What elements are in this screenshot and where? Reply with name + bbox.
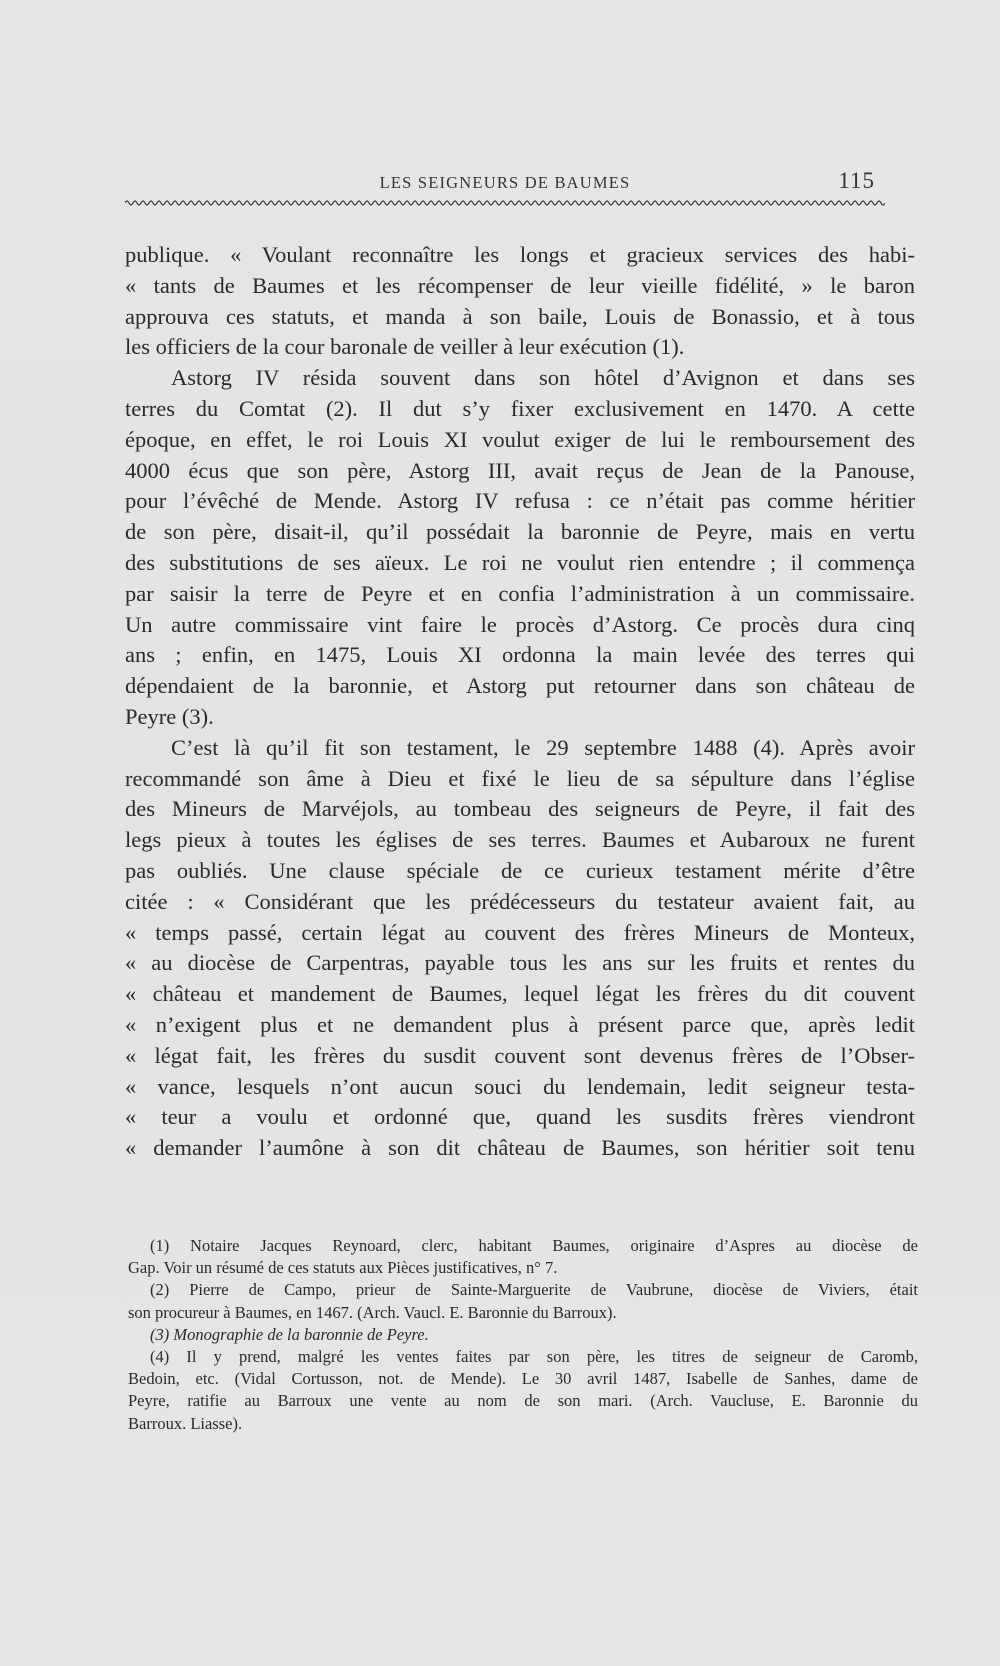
footnote-line: son procureur à Baumes, en 1467. (Arch. Vaucl. E. Baronnie du Barroux). [128, 1302, 617, 1322]
footnotes [128, 1235, 918, 1435]
body-line: ans ; enfin, en 1475, Louis XI ordonna la main levée des terres qui [125, 642, 915, 668]
body-line: « château et mandement de Baumes, lequel légat les frères du dit couvent [125, 981, 915, 1007]
body-line: pas oubliés. Une clause spéciale de ce curieux testament mérite d’être [125, 857, 915, 883]
footnote-line: Gap. Voir un résumé de ces statuts aux Pièces justificatives, n° 7. [128, 1258, 558, 1278]
body-line: « au diocèse de Carpentras, payable tous les ans sur les fruits et rentes du [125, 950, 915, 976]
body-line: Astorg IV résida souvent dans son hôtel d’Avignon et dans ses [171, 365, 915, 391]
body-line: publique. « Voulant reconnaître les longs et gracieux services des habi- [125, 242, 915, 267]
body-line: « demander l’aumône à son dit château de Baumes, son héritier soit tenu [125, 1135, 915, 1161]
footnote-line: Peyre, ratifie au Barroux une vente au nom de son mari. (Arch. Vaucluse, E. Baronnie du [128, 1391, 918, 1411]
body-line: « vance, lesquels n’ont aucun souci du lendemain, ledit seigneur testa- [125, 1073, 915, 1099]
body-line: C’est là qu’il fit son testament, le 29 septembre 1488 (4). Après avoir [171, 734, 915, 760]
footnote-line: (2) Pierre de Campo, prieur de Sainte-Marguerite de Vaubrune, diocèse de Viviers, était [150, 1280, 918, 1300]
body-line: époque, en effet, le roi Louis XI voulut exiger de lui le remboursement des [125, 426, 915, 452]
footnote-line: Bedoin, etc. (Vidal Cortusson, not. de Mende). Le 30 avril 1487, Isabelle de Sanhes, dame de [128, 1369, 918, 1389]
body-line: dépendaient de la baronnie, et Astorg put retourner dans son château de [125, 673, 915, 699]
running-title: LES SEIGNEURS DE BAUMES [379, 173, 631, 192]
running-head [125, 168, 885, 198]
body-line: recommandé son âme à Dieu et fixé le lieu de sa sépulture dans l’église [125, 765, 915, 791]
footnote-line: Barroux. Liasse). [128, 1413, 243, 1433]
body-line: citée : « Considérant que les prédécesseurs du testateur avaient fait, au [125, 888, 915, 914]
body-line: « temps passé, certain légat au couvent des frères Mineurs de Monteux, [125, 919, 915, 945]
body-line: des substitutions de ses aïeux. Le roi ne voulut rien entendre ; il commença [125, 549, 915, 575]
body-line: 4000 écus que son père, Astorg III, avait reçus de Jean de la Panouse, [125, 457, 915, 483]
body-line: « tants de Baumes et les récompenser de leur vieille fidélité, » le baron [125, 272, 915, 298]
body-line: approuva ces statuts, et manda à son baile, Louis de Bonassio, et à tous [125, 303, 915, 329]
body-text [125, 240, 915, 1164]
body-line: terres du Comtat (2). Il dut s’y fixer exclusivement en 1470. A cette [125, 395, 915, 421]
body-line: « n’exigent plus et ne demandent plus à présent parce que, après ledit [125, 1011, 915, 1037]
body-line: Un autre commissaire vint faire le procès d’Astorg. Ce procès dura cinq [125, 611, 915, 637]
footnote-line: (3) Monographie de la baronnie de Peyre. [150, 1324, 429, 1344]
footnote-line: (4) Il y prend, malgré les ventes faites par son père, les titres de seigneur de Caromb, [150, 1346, 918, 1366]
ornamental-wavy-rule [125, 198, 885, 208]
body-line: « teur a voulu et ordonné que, quand les susdits frères viendront [125, 1104, 915, 1130]
body-line: les officiers de la cour baronale de veiller à leur exécution (1). [125, 334, 685, 360]
body-line: « légat fait, les frères du susdit couvent sont devenus frères de l’Obser- [125, 1042, 915, 1068]
body-line: Peyre (3). [125, 703, 214, 729]
body-line: legs pieux à toutes les églises de ses terres. Baumes et Aubaroux ne furent [125, 827, 915, 853]
footnote-line: (1) Notaire Jacques Reynoard, clerc, habitant Baumes, originaire d’Aspres au diocèse de [150, 1236, 918, 1255]
page-number: 115 [838, 168, 875, 193]
body-line: de son père, disait-il, qu’il possédait la baronnie de Peyre, mais en vertu [125, 519, 915, 545]
body-line: par saisir la terre de Peyre et en confia l’administration à un commissaire. [125, 580, 915, 606]
body-line: des Mineurs de Marvéjols, au tombeau des seigneurs de Peyre, il fait des [125, 796, 915, 822]
body-line: pour l’évêché de Mende. Astorg IV refusa : ce n’était pas comme héritier [125, 488, 915, 514]
